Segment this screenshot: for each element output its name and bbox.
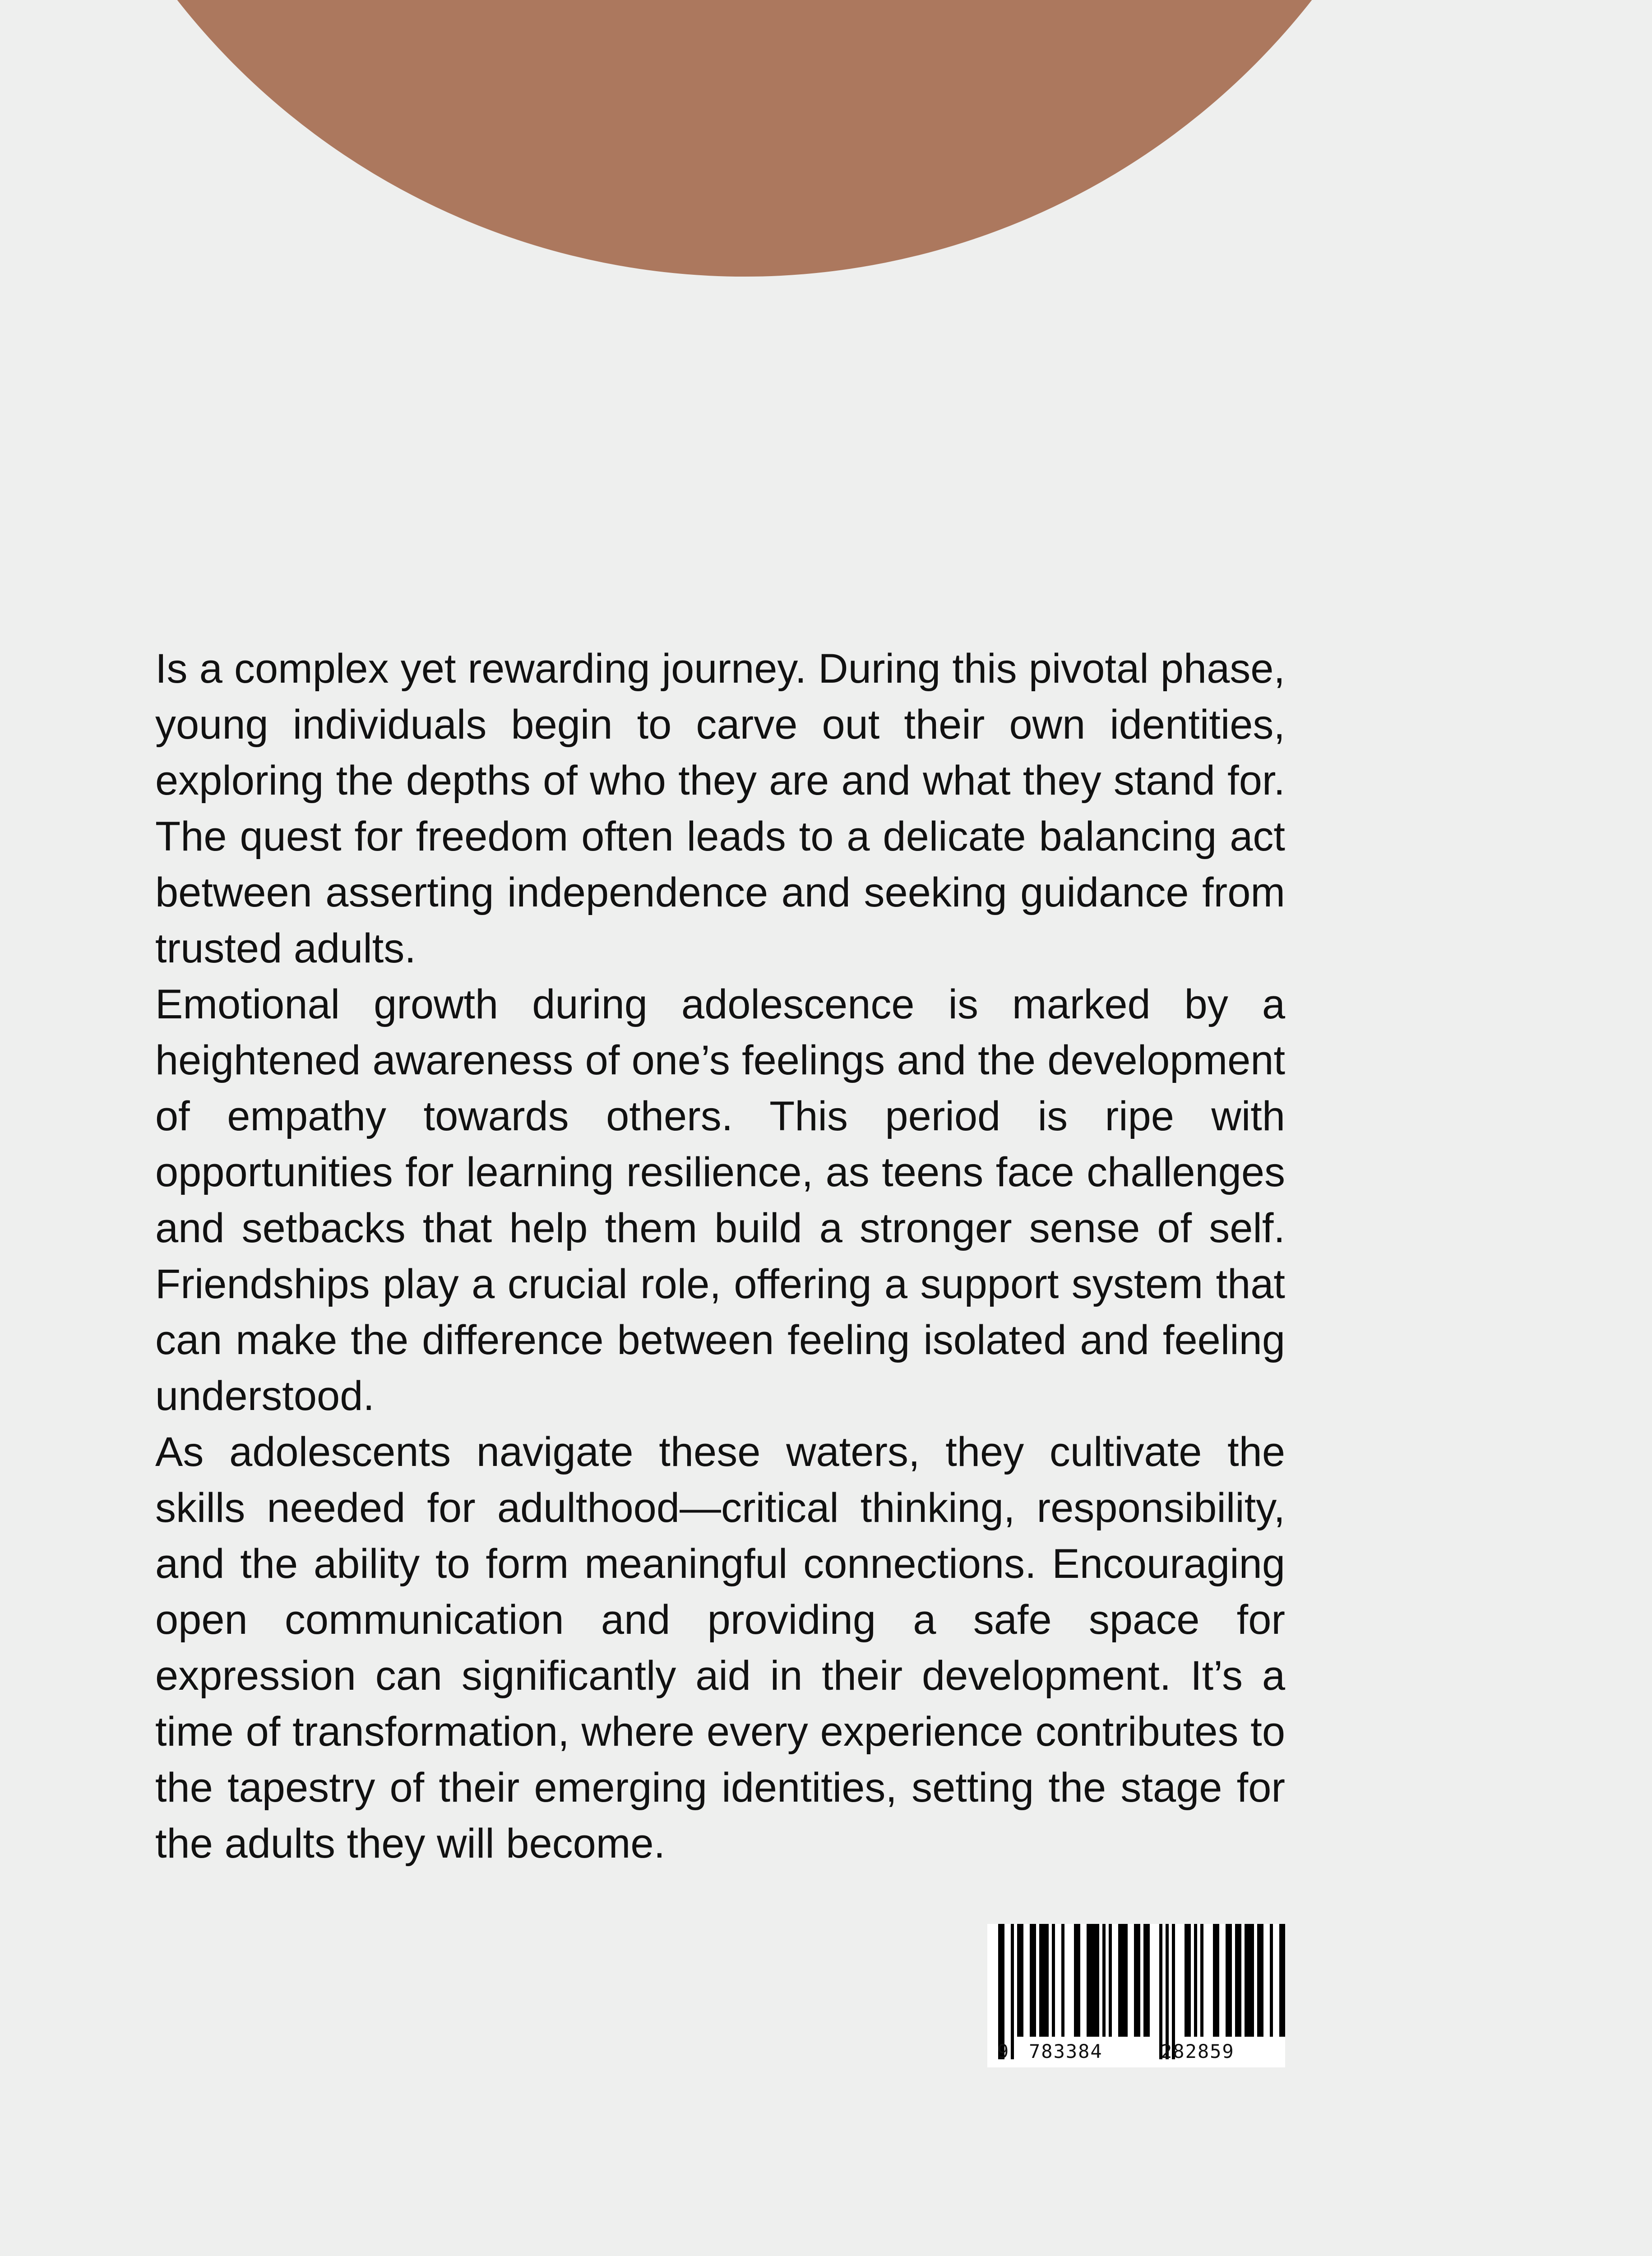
- barcode-bar: [1102, 1924, 1106, 2037]
- barcode-bar: [1226, 1924, 1232, 2037]
- barcode-bar: [1052, 1924, 1055, 2037]
- back-cover-text: [155, 641, 1285, 1872]
- barcode-bar: [1061, 1924, 1064, 2037]
- barcode-bar: [998, 1924, 1004, 2059]
- barcode-bar: [1074, 1924, 1080, 2037]
- barcode-first-digit: 9: [997, 2040, 1010, 2062]
- paragraph-3: As adolescents navigate these waters, they cultivate the skills needed for adulthood—critical thinking, responsibility, and the ability to form meaningful connections. Encouraging open communication and providing a safe space for expression can significantly aid in their development. It’s a time of transformation, where every experience contributes to the tapestry of their emerging identities, setting the stage for the adults they will become.: [155, 1429, 1285, 1867]
- barcode-bar: [1200, 1924, 1203, 2037]
- barcode-bar: [1279, 1924, 1285, 2037]
- barcode-bar: [1030, 1924, 1036, 2037]
- barcode-bar: [1143, 1924, 1150, 2037]
- barcode-bar: [1270, 1924, 1273, 2037]
- barcode-bar: [1235, 1924, 1241, 2037]
- barcode-bar: [1257, 1924, 1263, 2037]
- barcode-right-digits: 282859: [1161, 2040, 1235, 2062]
- barcode-bar: [1109, 1924, 1112, 2037]
- barcode-bar: [1118, 1924, 1128, 2037]
- barcode-bar: [1039, 1924, 1049, 2037]
- barcode-bar: [1245, 1924, 1254, 2037]
- barcode-bar: [1011, 1924, 1014, 2059]
- barcode-bar: [1185, 1924, 1191, 2037]
- barcode-bar: [1166, 1924, 1169, 2059]
- barcode-bar: [1087, 1924, 1099, 2037]
- paragraph-2: Emotional growth during adolescence is marked by a heightened awareness of one’s feelings and the development of empathy towards others. This period is ripe with opportunities for learning resilience, as teens face challenges and setbacks that help them build a stronger sense of self. Friendships play a crucial role, offering a support system that can make the difference between feeling isolated and feeling understood.: [155, 981, 1285, 1419]
- barcode-bar: [1213, 1924, 1219, 2037]
- barcode-bar: [1194, 1924, 1197, 2037]
- barcode-left-digits: 783384: [1029, 2040, 1103, 2062]
- decorative-circle: [23, 0, 1467, 277]
- paragraph-1: Is a complex yet rewarding journey. During this pivotal phase, young individuals begin to carve out their own identities, exploring the depths of who they are and what they stand for. The quest for freedom often leads to a delicate balancing act between asserting independence and seeking guidance from trusted adults.: [155, 646, 1285, 971]
- barcode-bar: [1017, 1924, 1023, 2037]
- isbn-barcode: [987, 1924, 1285, 2067]
- barcode-bar: [1172, 1924, 1175, 2059]
- barcode-bar: [1159, 1924, 1162, 2059]
- barcode-bar: [1134, 1924, 1140, 2037]
